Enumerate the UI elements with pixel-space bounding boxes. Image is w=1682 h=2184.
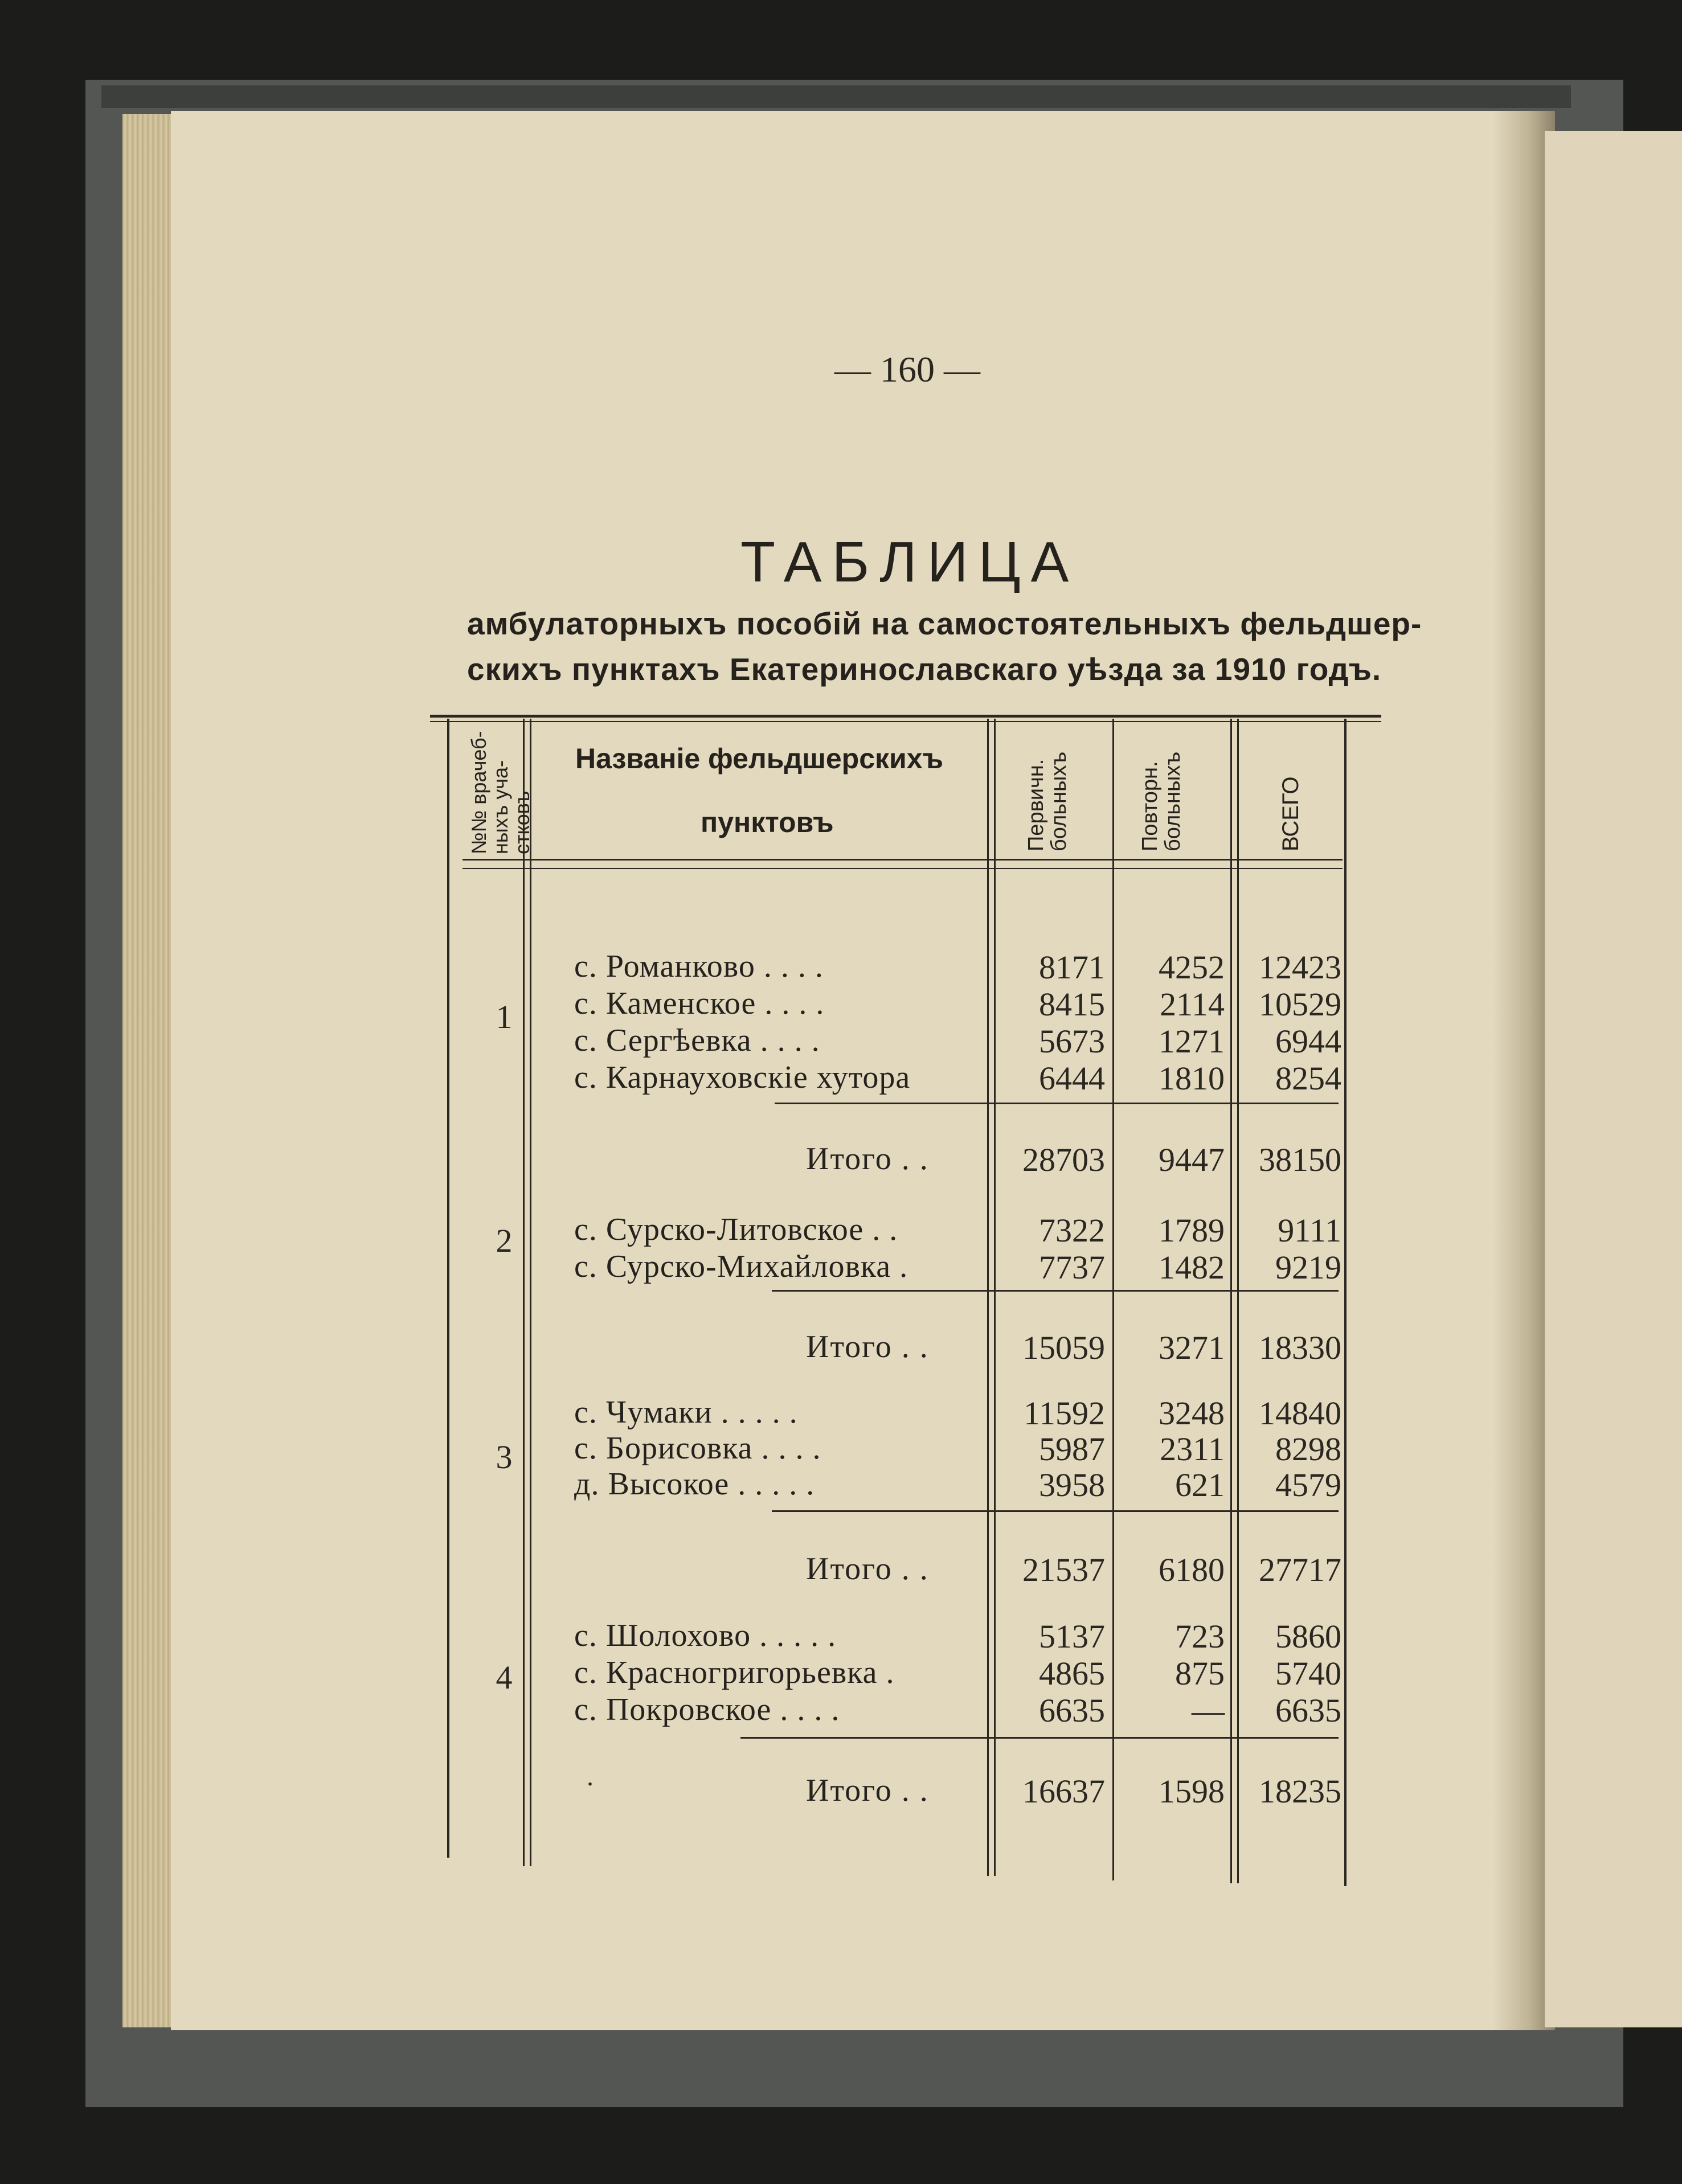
- total-count: 5740: [1275, 1655, 1341, 1692]
- subtotal-repeat: 1598: [1159, 1773, 1225, 1810]
- repeat-count: 1482: [1159, 1249, 1225, 1286]
- subtotal-repeat: 9447: [1159, 1141, 1225, 1178]
- primary-count: 5673: [1039, 1023, 1105, 1060]
- punkt-name: с. Романково . . . .: [574, 949, 824, 984]
- header-repeat-line1: Повторн.: [1138, 761, 1162, 851]
- primary-count: 7737: [1039, 1249, 1105, 1286]
- header-repeat: [1139, 752, 1185, 851]
- col-rule-right: [1344, 719, 1347, 1886]
- uchastok-number: 3: [496, 1439, 513, 1476]
- subtotal-rule: [775, 1103, 1339, 1104]
- subtotal-label: Итого . .: [806, 1329, 929, 1365]
- table-subtitle-line1: амбулаторныхъ пособій на самостоятельныхъ фельдшер-: [467, 606, 1422, 641]
- stray-mark: .: [587, 1761, 594, 1792]
- uchastok-number: 1: [496, 998, 513, 1035]
- primary-count: 6635: [1039, 1692, 1105, 1729]
- repeat-count: 1810: [1159, 1060, 1225, 1097]
- primary-count: 4865: [1039, 1655, 1105, 1692]
- uchastok-number: 2: [496, 1222, 513, 1259]
- subtotal-primary: 16637: [1022, 1773, 1105, 1810]
- subtotal-rule: [740, 1737, 1339, 1739]
- punkt-name: с. Шолохово . . . . .: [574, 1618, 837, 1653]
- cover-top-edge: [101, 85, 1571, 108]
- repeat-count: —: [1192, 1692, 1225, 1729]
- subtotal-rule: [772, 1290, 1339, 1292]
- punkt-name: с. Борисовка . . . .: [574, 1431, 821, 1466]
- repeat-count: 875: [1175, 1655, 1225, 1692]
- punkt-name: с. Сурско-Литовское . .: [574, 1212, 898, 1247]
- subtotal-label: Итого . .: [806, 1551, 929, 1587]
- repeat-count: 1271: [1159, 1023, 1225, 1060]
- subtotal-label: Итого . .: [806, 1773, 929, 1808]
- header-primary-line2: больныхъ: [1046, 751, 1071, 851]
- col-rule-uchastok-b: [530, 719, 531, 1866]
- total-count: 10529: [1259, 986, 1341, 1023]
- page-edges: [122, 114, 174, 2027]
- total-count: 4579: [1275, 1466, 1341, 1503]
- total-count: 9111: [1278, 1212, 1341, 1249]
- header-name-line2: пунктовъ: [701, 806, 834, 838]
- subtotal-repeat: 6180: [1159, 1551, 1225, 1588]
- header-primary: [1025, 752, 1071, 851]
- primary-count: 8415: [1039, 986, 1105, 1023]
- primary-count: 11592: [1024, 1395, 1105, 1432]
- total-count: 9219: [1275, 1249, 1341, 1286]
- table-top-rule: [430, 715, 1381, 718]
- primary-count: 5137: [1039, 1618, 1105, 1655]
- repeat-count: 1789: [1159, 1212, 1225, 1249]
- subtotal-total: 18330: [1259, 1329, 1341, 1366]
- header-uchastok: [468, 731, 533, 854]
- header-bottom-rule-thin: [463, 868, 1343, 869]
- primary-count: 8171: [1039, 949, 1105, 986]
- subtotal-total: 18235: [1259, 1773, 1341, 1810]
- subtotal-primary: 28703: [1022, 1141, 1105, 1178]
- subtotal-total: 27717: [1259, 1551, 1341, 1588]
- punkt-name: с. Красногригорьевка .: [574, 1655, 895, 1690]
- repeat-count: 3248: [1159, 1395, 1225, 1432]
- primary-count: 7322: [1039, 1212, 1105, 1249]
- total-count: 12423: [1259, 949, 1341, 986]
- header-uchastok-line1: №№ врачеб-: [467, 731, 490, 854]
- total-count: 6635: [1275, 1692, 1341, 1729]
- punkt-name: с. Сурско-Михайловка .: [574, 1249, 908, 1284]
- primary-count: 3958: [1039, 1466, 1105, 1503]
- header-uchastok-line2: ныхъ уча-: [488, 760, 512, 854]
- total-count: 14840: [1259, 1395, 1341, 1432]
- header-bottom-rule: [463, 859, 1343, 861]
- subtotal-rule: [772, 1510, 1339, 1512]
- table-title: ТАБЛИЦА: [740, 530, 1079, 594]
- total-count: 8254: [1275, 1060, 1341, 1097]
- repeat-count: 2114: [1160, 986, 1225, 1023]
- punkt-name: с. Покровское . . . .: [574, 1692, 840, 1727]
- repeat-count: 621: [1175, 1466, 1225, 1503]
- col-rule-left: [447, 719, 449, 1858]
- repeat-count: 2311: [1160, 1431, 1225, 1468]
- subtotal-total: 38150: [1259, 1141, 1341, 1178]
- total-count: 6944: [1275, 1023, 1341, 1060]
- header-uchastok-line3: стковъ: [510, 790, 534, 854]
- header-repeat-line2: больныхъ: [1160, 751, 1185, 851]
- right-page: [1545, 131, 1682, 2027]
- subtotal-repeat: 3271: [1159, 1329, 1225, 1366]
- primary-count: 5987: [1039, 1431, 1105, 1468]
- subtotal-primary: 15059: [1022, 1329, 1105, 1366]
- repeat-count: 723: [1175, 1618, 1225, 1655]
- total-count: 5860: [1275, 1618, 1341, 1655]
- uchastok-number: 4: [496, 1659, 513, 1696]
- repeat-count: 4252: [1159, 949, 1225, 986]
- punkt-name: д. Высокое . . . . .: [574, 1466, 815, 1502]
- total-count: 8298: [1275, 1431, 1341, 1468]
- header-name-line1: Названіе фельдшерскихъ: [575, 743, 944, 775]
- punkt-name: с. Карнауховскіе хутора: [574, 1060, 911, 1095]
- primary-count: 6444: [1039, 1060, 1105, 1097]
- punkt-name: с. Сергѣевка . . . .: [574, 1023, 820, 1058]
- punkt-name: с. Чумаки . . . . .: [574, 1395, 798, 1430]
- header-primary-line1: Первичн.: [1024, 759, 1048, 851]
- header-total: ВСЕГО: [1278, 776, 1303, 851]
- subtotal-label: Итого . .: [806, 1141, 929, 1177]
- subtotal-primary: 21537: [1022, 1551, 1105, 1588]
- punkt-name: с. Каменское . . . .: [574, 986, 825, 1021]
- table-subtitle-line2: скихъ пунктахъ Екатеринославскаго уѣзда за 1910 годъ.: [467, 651, 1382, 687]
- page-number: — 160 —: [834, 349, 980, 390]
